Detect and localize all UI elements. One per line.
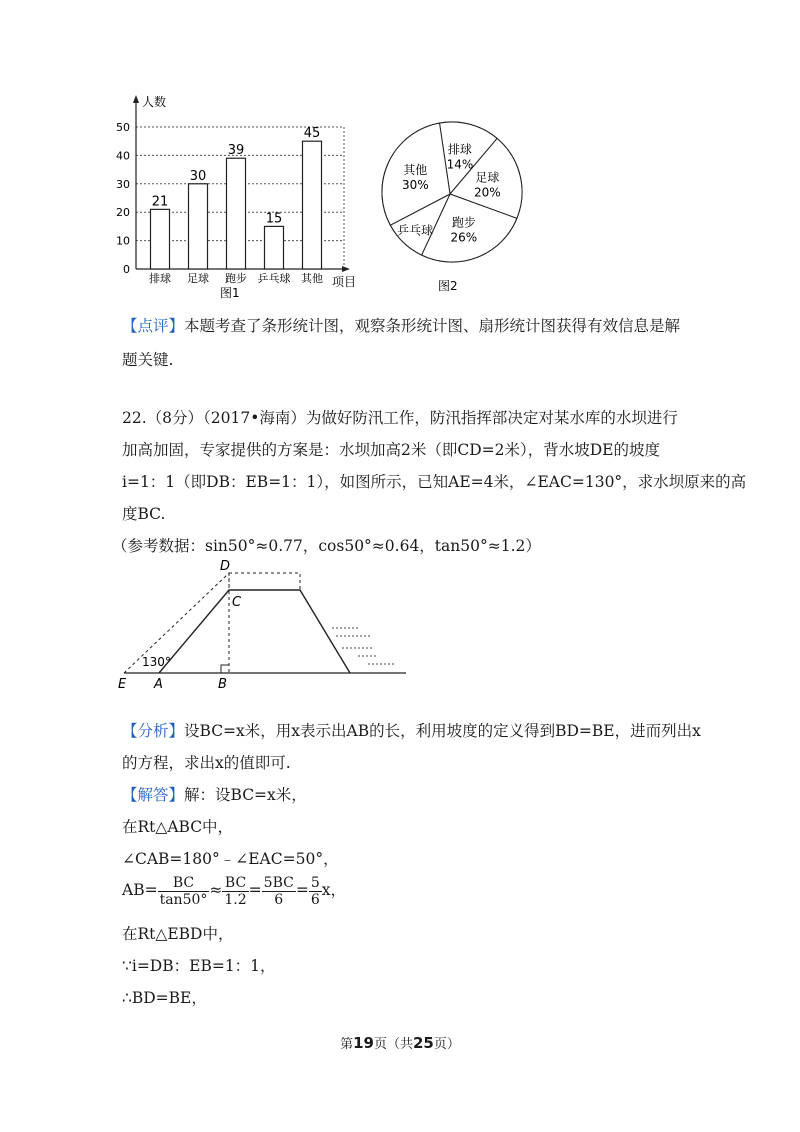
bar (189, 184, 208, 269)
bar-chart-bars (151, 141, 322, 269)
bar-y-tick-label: 0 (123, 263, 130, 276)
raised-top-dashed (229, 573, 300, 590)
label-e: E (118, 677, 127, 692)
right-angle-mark (221, 665, 229, 673)
bar-y-tick-label: 40 (116, 149, 130, 163)
bar-value-label: 39 (227, 143, 245, 159)
solution-line-7: ∴BD=BE， (122, 989, 207, 1007)
analysis-line-2: 的方程，求出x的值即可. (122, 754, 291, 772)
bar-value-label: 45 (303, 126, 321, 142)
solution-line-3: ∠CAB=180°﹣∠EAC=50°， (122, 850, 339, 868)
pie-slice-label: 排球 (447, 142, 472, 157)
bar-chart-x-labels (149, 271, 323, 285)
eq-approx: ≈ (209, 881, 223, 899)
pie-slice-label: 20% (474, 185, 501, 200)
fraction-2: $\frac{BC}{1.2}$ (224, 874, 247, 908)
solution-line-2: 在Rt△ABC中， (122, 818, 234, 836)
bar-x-label: 其他 (301, 272, 323, 285)
comment-text-1: 本题考查了条形统计图，观察条形统计图、扇形统计图获得有效信息是解 (184, 317, 681, 335)
label-a: A (154, 677, 163, 692)
bar-y-tick-label: 30 (116, 177, 130, 191)
bar-chart (112, 92, 362, 302)
fraction-3: $\frac{5BC}{6}$ (263, 874, 294, 908)
eq-suffix: x， (321, 881, 346, 899)
problem-line-2: 加高加固，专家提供的方案是：水坝加高2米（即CD=2米），背水坡DE的坡度 (122, 441, 660, 459)
page-number: 19 (353, 1034, 374, 1052)
bar-chart-caption: 图1 (220, 286, 240, 300)
pie-slice-label: 跑步 (451, 215, 476, 230)
analysis-text-1: 设BC=x米，用x表示出AB的长，利用坡度的定义得到BD=BE，进而列出x (184, 722, 701, 740)
comment-line-2: 题关键. (122, 351, 174, 369)
solution-tag: 【解答】 (122, 786, 185, 804)
solution-text-1: 解：设BC=x米， (184, 786, 307, 804)
slope-de-dashed (124, 573, 229, 673)
label-d: D (220, 559, 231, 574)
pie-slice-label: 乒乓球 (397, 223, 434, 238)
label-c: C (232, 595, 242, 610)
bar (151, 209, 170, 269)
pie-slice-label: 30% (401, 177, 429, 192)
dam-outline (159, 590, 350, 673)
solution-line-6: ∵i=DB：EB=1：1， (122, 957, 276, 975)
comment-line-1 (122, 316, 680, 336)
fraction-4: $\frac{5}{6}$ (310, 874, 320, 908)
fraction-1: $\frac{BC}{\tan 50^\circ}$ (159, 874, 208, 908)
solution-line-1 (122, 785, 307, 805)
comment-tag: 【点评】 (122, 317, 185, 335)
pie-slice-label: 14% (446, 157, 474, 172)
bar-chart-y-ticks (116, 121, 130, 276)
bar-y-tick-label: 50 (116, 121, 130, 134)
eq-equals-1: = (248, 881, 262, 899)
label-b: B (218, 677, 227, 692)
bar-y-tick-label: 20 (116, 206, 130, 220)
bar (265, 226, 284, 269)
bar-x-label: 足球 (187, 272, 209, 285)
bar-value-label: 21 (151, 194, 169, 210)
bar-x-label: 排球 (149, 272, 171, 285)
bar-x-label: 跑步 (225, 272, 247, 285)
pie-slice-label: 足球 (475, 170, 500, 185)
page-footer: 第19页（共25页） (340, 1034, 460, 1052)
analysis-line-1 (122, 721, 701, 741)
eq-prefix: AB= (122, 881, 158, 899)
problem-line-4: 度BC. (122, 505, 166, 523)
analysis-tag: 【分析】 (122, 722, 185, 740)
page-total: 25 (413, 1034, 434, 1052)
bar (303, 141, 322, 269)
pie-chart-caption: 图2 (438, 279, 458, 293)
bar-x-label: 乒乓球 (257, 272, 291, 285)
problem-line-3: i=1：1（即DB：EB=1：1），如图所示，已知AE=4米，∠EAC=130°，求水坝原来的高 (122, 473, 747, 491)
dam-diagram (110, 558, 410, 693)
pie-slice-label: 其他 (403, 162, 428, 177)
bar-chart-ylabel: 人数 (142, 95, 167, 109)
problem-reference: （参考数据：sin50°≈0.77，cos50°≈0.64，tan50°≈1.2） (112, 537, 541, 555)
solution-line-5: 在Rt△EBD中， (122, 925, 234, 943)
bar-chart-xlabel: 项目 (332, 275, 357, 289)
bar-y-tick-label: 10 (116, 234, 130, 248)
pie-chart (370, 110, 540, 295)
label-angle: 130° (142, 655, 171, 669)
eq-equals-2: = (295, 881, 309, 899)
problem-line-1: 22.（8分）（2017•海南）为做好防汛工作，防汛指挥部决定对某水库的水坝进行 (122, 409, 678, 427)
bar (227, 158, 246, 269)
bar-value-label: 15 (265, 211, 283, 227)
pie-slice-label: 26% (450, 230, 478, 245)
solution-equation (122, 872, 346, 908)
bar-value-label: 30 (189, 168, 207, 184)
